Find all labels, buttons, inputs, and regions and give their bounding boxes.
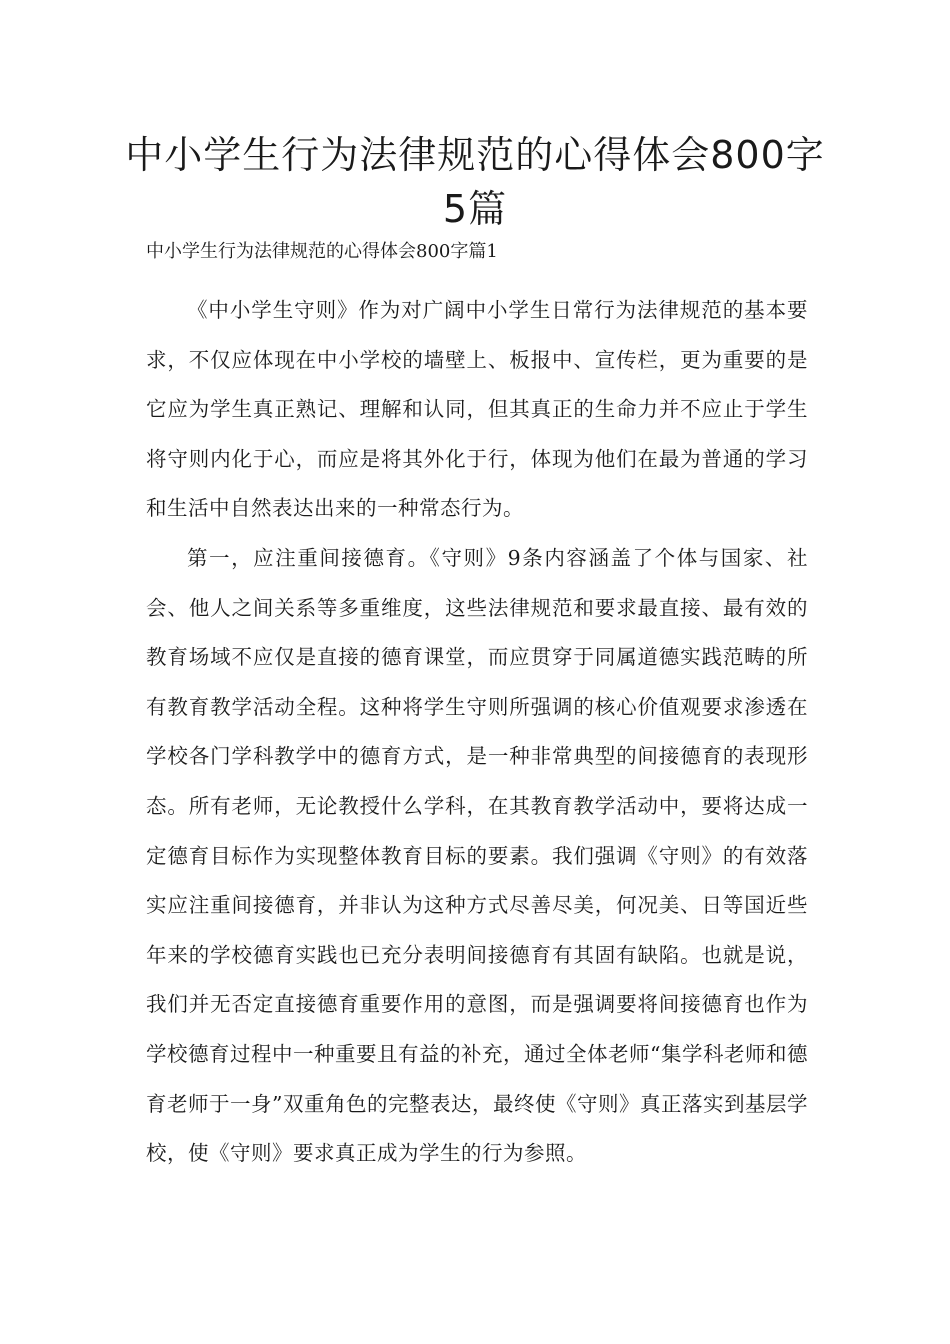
- document-title: 中小学生行为法律规范的心得体会800字5篇: [125, 133, 825, 231]
- paragraph: 第一，应注重间接德育。《守则》9条内容涵盖了个体与国家、社会、他人之间关系等多重维度，这些法律规范和要求最直接、最有效的教育场域不应仅是直接的德育课堂，而应贯穿于同属道德实践范畴的所有教育教学活动全程。这种将学生守则所强调的核心价值观要求渗透在学校各门学科教学中的德育方式，是一种非常典型的间接德育的表现形态。所有老师，无论教授什么学科，在其教育教学活动中，要将达成一定德育目标作为实现整体教育目标的要素。我们强调《守则》的有效落实应注重间接德育，并非认为这种方式尽善尽美，何况美、日等国近些年来的学校德育实践也已充分表明间接德育有其固有缺陷。也就是说，我们并无否定直接德育重要作用的意图，而是强调要将间接德育也作为学校德育过程中一种重要且有益的补充，通过全体老师“集学科老师和德育老师于一身”双重角色的完整表达，最终使《守则》真正落实到基层学校，使《守则》要求真正成为学生的行为参照。: [146, 545, 808, 1166]
- body-text: [146, 286, 808, 1179]
- section-heading: 中小学生行为法律规范的心得体会800字篇1: [146, 241, 498, 262]
- paragraph: 《中小学生守则》作为对广阔中小学生日常行为法律规范的基本要求，不仅应体现在中小学校的墙壁上、板报中、宣传栏，更为重要的是它应为学生真正熟记、理解和认同，但其真正的生命力并不应止于学生将守则内化于心，而应是将其外化于行，体现为他们在最为普通的学习和生活中自然表达出来的一种常态行为。: [146, 298, 808, 521]
